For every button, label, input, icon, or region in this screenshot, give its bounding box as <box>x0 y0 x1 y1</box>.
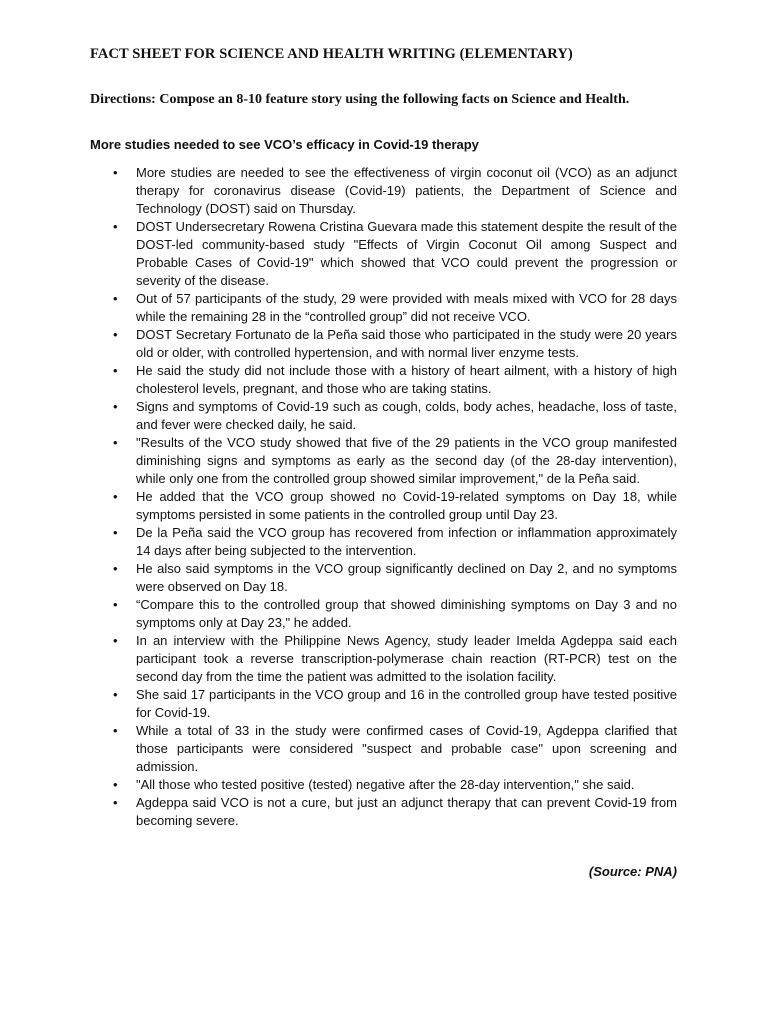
fact-item: • Out of 57 participants of the study, 29 were provided with meals mixed with VCO for 28 days while the remaining 28 in the “controlled group” did not receive VCO. <box>136 290 677 326</box>
directions-text: Directions: Compose an 8-10 feature story using the following facts on Science and Health. <box>90 92 630 107</box>
fact-item: • DOST Undersecretary Rowena Cristina Guevara made this statement despite the result of the DOST-led community-based study "Effects of Virgin Coconut Oil among Suspect and Probable Cases of Covid-19" which showed that VCO could prevent the progression or severity of the disease. <box>136 218 677 290</box>
fact-item: • "All those who tested positive (tested) negative after the 28-day intervention," she said. <box>136 776 677 794</box>
facts-list <box>136 164 677 830</box>
fact-item: • Signs and symptoms of Covid-19 such as cough, colds, body aches, headache, loss of taste, and fever were checked daily, he said. <box>136 398 677 434</box>
fact-item: • He also said symptoms in the VCO group significantly declined on Day 2, and no symptoms were observed on Day 18. <box>136 560 677 596</box>
fact-item: • She said 17 participants in the VCO group and 16 in the controlled group have tested positive for Covid-19. <box>136 686 677 722</box>
fact-item: • DOST Secretary Fortunato de la Peña said those who participated in the study were 20 years old or older, with controlled hypertension, and with normal liver enzyme tests. <box>136 326 677 362</box>
source-citation: (Source: PNA) <box>588 864 677 879</box>
fact-item: • De la Peña said the VCO group has recovered from infection or inflammation approximately 14 days after being subjected to the intervention. <box>136 524 677 560</box>
fact-item: • More studies are needed to see the effectiveness of virgin coconut oil (VCO) as an adjunct therapy for coronavirus disease (Covid-19) patients, the Department of Science and Technology (DOST) said on Thursday. <box>136 164 677 218</box>
fact-item: • “Compare this to the controlled group that showed diminishing symptoms on Day 3 and no symptoms only at Day 23," he added. <box>136 596 677 632</box>
fact-item: • He added that the VCO group showed no Covid-19-related symptoms on Day 18, while symptoms persisted in some patients in the controlled group until Day 23. <box>136 488 677 524</box>
fact-item: • "Results of the VCO study showed that five of the 29 patients in the VCO group manifested diminishing signs and symptoms as early as the second day (of the 28-day intervention), while only one from the controlled group showed similar improvement," de la Peña said. <box>136 434 677 488</box>
fact-item: • In an interview with the Philippine News Agency, study leader Imelda Agdeppa said each participant took a reverse transcription-polymerase chain reaction (RT-PCR) test on the second day from the time the patient was admitted to the isolation facility. <box>136 632 677 686</box>
fact-item: • While a total of 33 in the study were confirmed cases of Covid-19, Agdeppa clarified that those participants were considered "suspect and probable case" upon screening and admission. <box>136 722 677 776</box>
fact-item: • Agdeppa said VCO is not a cure, but just an adjunct therapy that can prevent Covid-19 from becoming severe. <box>136 794 677 830</box>
article-headline: More studies needed to see VCO’s efficacy in Covid-19 therapy <box>90 137 479 152</box>
document-title: FACT SHEET FOR SCIENCE AND HEALTH WRITING (ELEMENTARY) <box>90 46 573 62</box>
fact-item: • He said the study did not include those with a history of heart ailment, with a history of high cholesterol levels, pregnant, and those who are taking statins. <box>136 362 677 398</box>
